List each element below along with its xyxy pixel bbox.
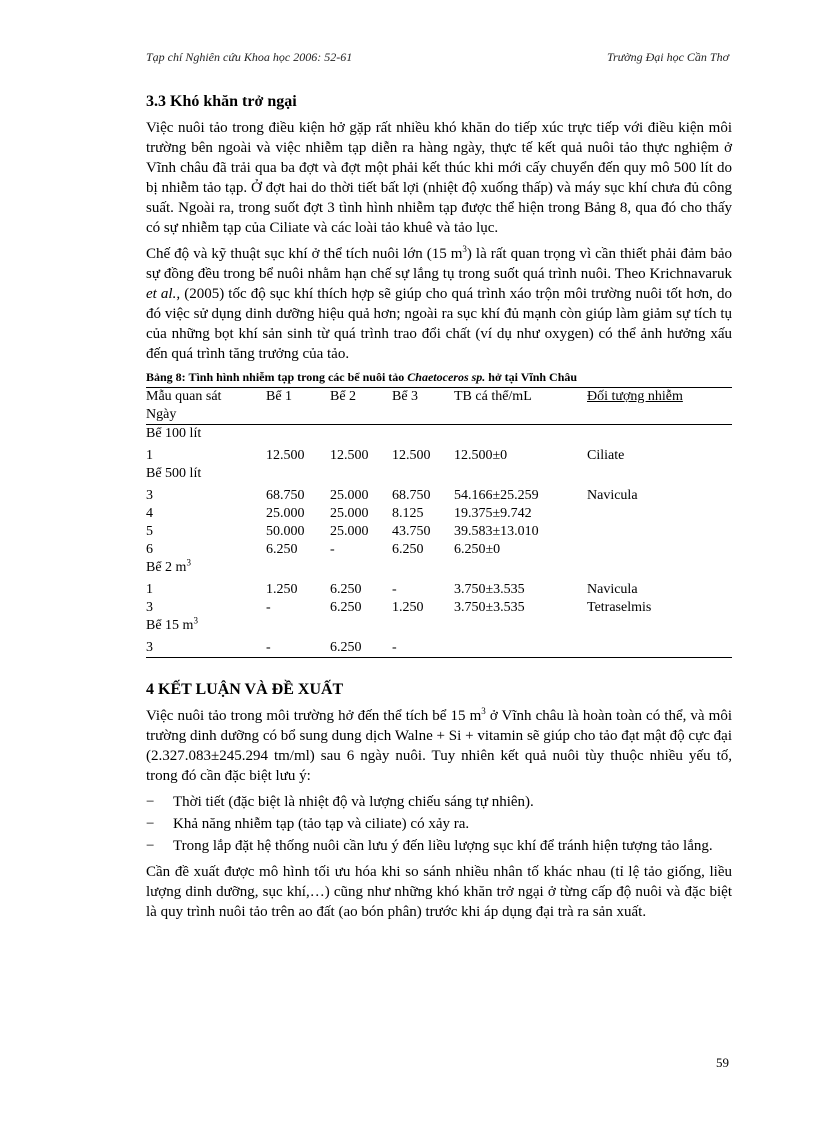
page-number: 59 [716, 1055, 729, 1070]
table-cell: 68.750 [266, 488, 305, 503]
dash-bullet-icon: − [146, 816, 155, 832]
group-label: Bể 2 $m^3$ [146, 557, 191, 575]
table-row [146, 599, 732, 617]
group-row [146, 617, 732, 635]
table-row [146, 505, 732, 523]
table-subheader-row [146, 406, 732, 425]
university-header: Trường Đại học Cần Thơ [606, 50, 729, 64]
table-cell: - [266, 600, 271, 615]
column-header: Bể 2 [330, 388, 392, 407]
table-cell: 6.250±0 [454, 542, 501, 557]
column-header: Bể 1 [266, 388, 330, 407]
group-label: Bể 100 lít [146, 426, 202, 441]
table-cell: 6.250 [392, 542, 424, 557]
column-header: Mẫu quan sát [146, 388, 266, 407]
table-cell: 1.250 [392, 600, 424, 615]
table-cell: - [392, 582, 397, 597]
group-row [146, 425, 732, 444]
section-heading-4: 4 KẾT LUẬN VÀ ĐỀ XUẤT [146, 681, 344, 698]
table-cell: Tetraselmis [587, 600, 652, 615]
table-cell: 8.125 [392, 506, 424, 521]
table-cell: 25.000 [330, 488, 369, 503]
table-cell [587, 523, 732, 541]
table-cell [454, 635, 587, 658]
table-cell: 50.000 [266, 524, 305, 539]
column-header: TB cá thể/mL [454, 388, 587, 407]
table-cell: - [330, 542, 335, 557]
table-cell: 6.250 [330, 582, 362, 597]
table-cell: 1.250 [266, 582, 298, 597]
table-row [146, 443, 732, 465]
group-label: Bể 15 $m^3$ [146, 615, 198, 633]
table-cell [587, 505, 732, 523]
table-cell: 4 [146, 506, 153, 521]
table-cell: 12.500±0 [454, 448, 508, 463]
group-row [146, 559, 732, 577]
table-cell: 5 [146, 524, 153, 539]
day-subheader: Ngày [146, 406, 266, 425]
list-item: − Trong lắp đặt hệ thống nuôi cần lưu ý đến liều lượng sục khí để tránh hiện tượng tảo lắng. [146, 838, 713, 854]
table-header-row [146, 388, 732, 407]
table-cell: 12.500 [330, 448, 369, 463]
list-item: − Thời tiết (đặc biệt là nhiệt độ và lượng chiếu sáng tự nhiên). [146, 794, 534, 810]
table-cell: 6 [146, 542, 153, 557]
table-row [146, 483, 732, 505]
page-content [146, 92, 732, 928]
table-row [146, 577, 732, 599]
table-cell: 39.583±13.010 [454, 524, 539, 539]
table-cell: 1 [146, 448, 153, 463]
table-cell: 19.375±9.742 [454, 506, 532, 521]
group-label: Bể 500 lít [146, 466, 202, 481]
table-caption: Bảng 8: Tình hình nhiễm tạp trong các bể nuôi tảo Chaetoceros sp. hở tại Vĩnh Châu [146, 370, 578, 384]
paragraph: Việc nuôi tảo trong điều kiện hở gặp rất nhiều khó khăn do tiếp xúc trực tiếp với điều kiện môi trường bên ngoài và việc nhiễm tạp diễn ra hàng ngày, thực tế kết quả nuôi tảo thực nghiệm ở Vĩnh châu đã trải qua ba đợt và đợt một phải kết thúc khi mới cấy chuyển đến quy mô 500 lít do bị nhiễm tảo tạp. Ở đợt hai do thời tiết bất lợi (nhiệt độ xuống thấp) và máy sục khí chưa đủ công suất. Ngoài ra, trong suốt đợt 3 tình hình nhiễm tạp được thể hiện trong Bảng 8, qua đó cho thấy có sự nhiễm tạp của Ciliate và các loài tảo khuê và tảo lục. [146, 120, 732, 236]
table-cell: 3 [146, 488, 153, 503]
table-cell: 3.750±3.535 [454, 582, 525, 597]
journal-header: Tạp chí Nghiên cứu Khoa học 2006: 52-61 [146, 50, 353, 64]
table-cell: Navicula [587, 488, 638, 503]
paragraph: Chế độ và kỹ thuật sục khí ở thể tích nuôi lớn (15 $m^3$) là rất quan trọng vì cần thiết phải đảm bảo sự đồng đều trong bể nuôi nhằm hạn chế sự lắng tụ trong suốt quá trình nuôi. Theo Krichnavaruk et al., (2005) tốc độ sục khí thích hợp sẽ giúp cho quá trình xáo trộn môi trường nuôi tốt hơn, do đó việc sử dụng dinh dưỡng hiệu quả hơn; ngoài ra sục khí đủ mạnh còn giúp làm giảm sự tích tụ của những bọt khí sản sinh từ quá trình trao đổi chất (ví dụ như oxygen) có thể ảnh hưởng xấu đến quá trình tăng trưởng của tảo. [146, 244, 733, 362]
table-cell: 6.250 [266, 542, 298, 557]
bullet-list [146, 792, 732, 856]
group-row [146, 465, 732, 483]
table-cell: Ciliate [587, 448, 625, 463]
table-cell: Navicula [587, 582, 638, 597]
dash-bullet-icon: − [146, 838, 155, 854]
table-cell: 25.000 [330, 524, 369, 539]
table-row [146, 523, 732, 541]
table-cell: 43.750 [392, 524, 431, 539]
table-cell: - [392, 635, 454, 658]
table-cell: 3 [146, 600, 153, 615]
column-header: Đối tượng nhiễm [587, 388, 732, 407]
table-cell: 25.000 [266, 506, 305, 521]
paragraph: Cần đề xuất được mô hình tối ưu hóa khi so sánh nhiều nhân tố khác nhau (tỉ lệ tảo giống, liều lượng dinh dưỡng, sục khí,…) cũng như những khó khăn trở ngại ở từng cấp độ nuôi và đặc biệt là quy trình nuôi tảo trên ao đất (ao bón phân) trước khi áp dụng đại trà ra sản xuất. [146, 864, 732, 920]
table-cell: 54.166±25.259 [454, 488, 539, 503]
table-cell: 6.250 [330, 635, 392, 658]
table-cell: 6.250 [330, 600, 362, 615]
table-cell: - [266, 635, 330, 658]
table-cell: 68.750 [392, 488, 431, 503]
table-cell [587, 635, 732, 658]
table-row [146, 541, 732, 559]
dash-bullet-icon: − [146, 794, 155, 810]
section-heading-3-3: 3.3 Khó khăn trở ngại [146, 93, 297, 110]
table-cell: 12.500 [266, 448, 305, 463]
table-cell: 3.750±3.535 [454, 600, 525, 615]
table-cell: 12.500 [392, 448, 431, 463]
table-cell [587, 541, 732, 559]
table-cell: 3 [146, 635, 266, 658]
column-header: Bể 3 [392, 388, 454, 407]
table-row [146, 635, 732, 658]
contamination-table [146, 387, 732, 658]
list-item: − Khả năng nhiễm tạp (tảo tạp và ciliate) có xảy ra. [146, 816, 470, 832]
paragraph: Việc nuôi tảo trong môi trường hở đến thể tích bể 15 $m^3$ ở Vĩnh châu là hoàn toàn có thể, và môi trường dinh dưỡng có bổ sung dung dịch Walne + Si + vitamin sẽ giúp cho tảo đạt mật độ cực đại (2.327.083±245.294 tm/ml) sau 6 ngày nuôi. Tuy nhiên kết quả nuôi tùy thuộc nhiều yếu tố, trong đó cần đặc biệt lưu ý: [146, 706, 732, 784]
table-cell: 25.000 [330, 506, 369, 521]
table-cell: 1 [146, 582, 153, 597]
